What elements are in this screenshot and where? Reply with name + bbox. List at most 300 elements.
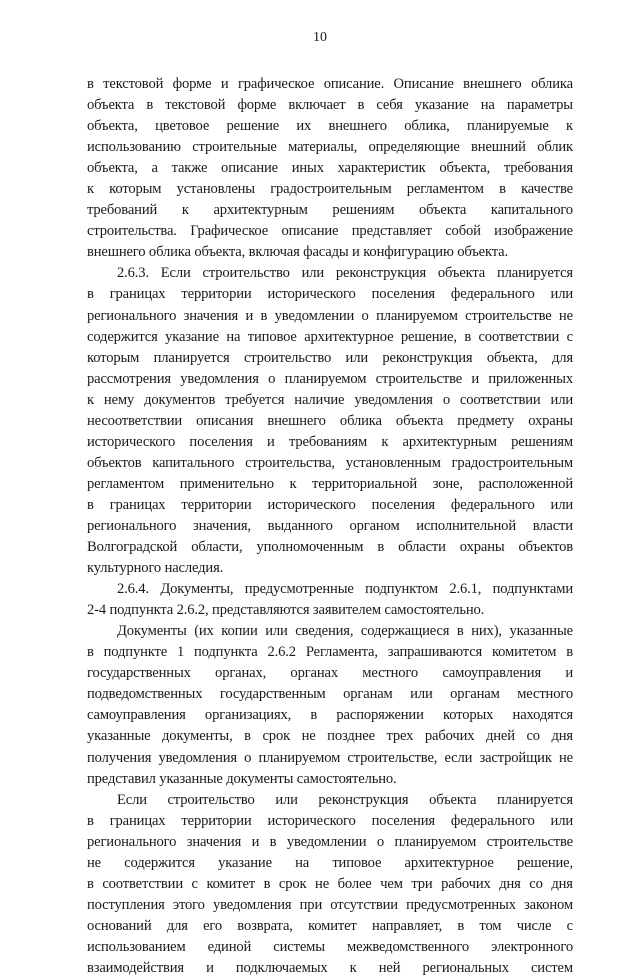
text-line <box>87 748 573 769</box>
word: подведомственных <box>87 686 203 703</box>
word: планируемом <box>258 749 341 766</box>
word: систем <box>530 959 573 976</box>
word: ней <box>378 959 401 976</box>
word: соответствии <box>459 391 541 408</box>
word: направляет, <box>371 917 443 934</box>
word: границах <box>109 496 166 513</box>
word: материалы, <box>288 139 358 156</box>
text-line <box>87 600 573 621</box>
word: указание <box>218 854 272 871</box>
word: определяющие <box>368 139 460 156</box>
word: объектов <box>518 539 573 556</box>
text-line <box>87 158 573 179</box>
word: органом <box>349 517 400 534</box>
word: для <box>551 349 573 366</box>
word: со <box>529 875 543 892</box>
word: требуется <box>225 391 285 408</box>
word: предусмотренные <box>244 581 354 598</box>
word: о <box>376 833 385 850</box>
word: графическое <box>237 76 315 92</box>
word: архитектурное <box>304 328 394 345</box>
word: территории <box>181 286 252 303</box>
word: в <box>87 812 94 829</box>
word: 2.6.3. <box>117 265 149 282</box>
word: с <box>566 917 573 934</box>
word: них), <box>471 623 502 640</box>
word: уведомления <box>354 391 433 408</box>
text-line <box>87 684 573 705</box>
text-line <box>87 558 573 579</box>
word: Описание <box>393 76 454 92</box>
word: подключаемых <box>235 959 328 976</box>
word: или <box>550 286 573 303</box>
word: документов <box>144 391 216 408</box>
word: планируется <box>496 791 573 808</box>
word: охраны <box>459 539 505 556</box>
word: планируемом <box>376 307 458 324</box>
word: требования <box>503 160 573 177</box>
word: Документы, <box>160 581 234 598</box>
word: Документы <box>117 623 187 640</box>
word: чем <box>380 875 403 892</box>
word: дня <box>551 728 573 745</box>
word: трех <box>386 728 414 745</box>
word: строительства. <box>87 223 177 240</box>
word: 2.6.2 <box>267 644 296 661</box>
word: в <box>87 644 94 661</box>
word: органах, <box>215 665 267 682</box>
word: планируемом <box>394 833 477 850</box>
word: подпункта <box>194 644 258 661</box>
word: и <box>565 665 573 682</box>
word: о <box>268 370 276 387</box>
word: текстовой <box>165 97 226 114</box>
word: цветовое <box>155 118 210 135</box>
word: электронного <box>491 938 573 955</box>
text-line <box>87 116 573 137</box>
word: и <box>471 370 480 387</box>
word: исторического <box>267 286 356 303</box>
text-line <box>87 95 573 116</box>
text-line <box>87 621 573 642</box>
word: описание <box>221 160 278 177</box>
word: более <box>337 875 372 892</box>
word: архитектурным <box>402 433 497 450</box>
word: расположенной <box>478 475 573 492</box>
text-line <box>87 306 573 327</box>
text-line <box>87 411 573 432</box>
word: застройщик <box>479 749 552 766</box>
word: если <box>444 749 473 766</box>
word: приложенных <box>488 370 573 387</box>
word: федерального <box>450 496 535 513</box>
word: предусмотренных <box>406 896 516 913</box>
word: в <box>499 181 506 198</box>
word: уведомления <box>158 749 237 766</box>
word: изображение <box>494 223 573 240</box>
word: себя <box>376 97 403 114</box>
word: находятся <box>512 707 573 724</box>
word: о <box>361 307 369 324</box>
word: наличие <box>294 391 345 408</box>
word: и <box>245 307 254 324</box>
word: государственным <box>219 686 326 703</box>
word: не <box>558 307 573 324</box>
word: о <box>442 391 450 408</box>
word: местного <box>517 686 573 703</box>
word: межведомственного <box>347 938 470 955</box>
word: требований <box>87 202 158 219</box>
word: которых <box>443 707 494 724</box>
word: в <box>457 917 465 934</box>
word: три <box>411 875 433 892</box>
text-line <box>87 705 573 726</box>
word: содержится <box>124 854 195 871</box>
word: рабочих <box>441 875 491 892</box>
word: внешнего <box>463 76 522 92</box>
word: дня <box>499 875 521 892</box>
word: решение, <box>516 854 573 871</box>
word: содержащиеся <box>360 623 450 640</box>
word: Графическое <box>190 223 269 240</box>
word: Регламента, <box>305 644 378 661</box>
word: указанные <box>87 728 151 745</box>
word: форме <box>172 76 212 92</box>
word: не <box>301 728 316 745</box>
word: предмету <box>457 412 515 429</box>
word: в <box>263 875 271 892</box>
word: позднее <box>327 728 375 745</box>
word: органам <box>343 686 393 703</box>
word: органам <box>450 686 500 703</box>
text-line <box>87 874 573 895</box>
word: в <box>377 539 385 556</box>
word: федерального <box>450 812 535 829</box>
word: не <box>558 749 573 766</box>
word: к <box>349 959 357 976</box>
word: указание <box>165 328 219 345</box>
word: типовое <box>247 328 297 345</box>
word: отсутствии <box>330 896 398 913</box>
word: объекта <box>395 412 444 429</box>
word: в <box>357 97 365 114</box>
text-line <box>87 453 573 474</box>
word: для <box>166 917 188 934</box>
word: поселения <box>371 812 435 829</box>
word: 1 <box>176 644 185 661</box>
text-line <box>87 642 573 663</box>
word: организациях, <box>204 707 292 724</box>
word: применительно <box>179 475 274 492</box>
word: параметры <box>506 97 573 114</box>
text-line <box>87 516 573 537</box>
word: градостроительным <box>270 181 392 198</box>
text-line <box>87 790 573 811</box>
word: строительстве <box>465 307 552 324</box>
word: также <box>171 160 208 177</box>
word: в <box>456 623 464 640</box>
word: самоуправления <box>87 707 186 724</box>
word: на <box>226 328 241 345</box>
word: объекта, <box>486 349 538 366</box>
word: которым <box>87 349 140 366</box>
word: подпунктами <box>492 581 573 598</box>
word: запрашиваются <box>387 644 483 661</box>
text-line <box>87 284 573 305</box>
word: том <box>479 917 502 934</box>
word: документы, <box>162 728 233 745</box>
word: к <box>566 118 573 135</box>
word: этого <box>172 896 205 913</box>
word: поселения <box>371 496 435 513</box>
word: в <box>146 97 154 114</box>
text-line-content: 2-4 подпункта 2.6.2, представляются заявителем самостоятельно. <box>87 602 485 619</box>
word: в <box>269 833 277 850</box>
word: или <box>345 349 368 366</box>
text-line <box>87 327 573 348</box>
word: строительство <box>167 791 255 808</box>
word: 2.6.4. <box>117 581 149 598</box>
word: регламентом <box>406 181 484 198</box>
word: системы <box>273 938 325 955</box>
text-line <box>87 74 573 95</box>
word: и <box>267 433 275 450</box>
word: регионального <box>87 307 177 324</box>
word: и <box>206 959 214 976</box>
word: возврата, <box>237 917 293 934</box>
word: типовое <box>332 854 382 871</box>
word: территории <box>181 496 252 513</box>
word: а <box>151 160 158 177</box>
word: с <box>191 875 198 892</box>
word: подпункте <box>103 644 168 661</box>
word: выданного <box>267 517 333 534</box>
word: собой <box>445 223 481 240</box>
text-line <box>87 200 573 221</box>
word: о <box>244 749 252 766</box>
word: внешнего <box>328 118 387 135</box>
word: регламентом <box>87 475 165 492</box>
word: несоответствии <box>87 412 183 429</box>
word: самоуправления <box>442 665 542 682</box>
word: характеристик <box>337 160 426 177</box>
word: местного <box>362 665 419 682</box>
word: или <box>275 791 298 808</box>
word: или <box>550 391 573 408</box>
word: Если <box>117 791 147 808</box>
text-line <box>87 474 573 495</box>
text-line <box>87 958 573 979</box>
text-line <box>87 432 573 453</box>
word: которым <box>109 181 162 198</box>
word: градостроительным <box>451 454 573 471</box>
word: территории <box>181 812 252 829</box>
word: уведомления <box>180 370 259 387</box>
word: или <box>301 265 325 282</box>
text-line <box>87 390 573 411</box>
word: решение, <box>400 328 457 345</box>
word: к <box>87 391 94 408</box>
word: уведомлении <box>286 833 367 850</box>
word: объекта, <box>87 160 138 177</box>
word: архитектурное <box>404 854 494 871</box>
word: федерального <box>450 286 535 303</box>
text-line <box>87 221 573 242</box>
word: облика <box>339 412 382 429</box>
word: области, <box>191 539 243 556</box>
word: поступления <box>87 896 165 913</box>
word: территориальной <box>312 475 418 492</box>
word: описание <box>281 223 339 240</box>
word: объекта, <box>87 118 138 135</box>
word: в <box>87 875 94 892</box>
word: текстовой <box>103 76 164 92</box>
text-line <box>87 137 573 158</box>
word: 2.6.1, <box>449 581 482 598</box>
text-line <box>87 937 573 958</box>
word: решениям <box>511 433 573 450</box>
word: требованиям <box>288 433 368 450</box>
word: внешний <box>471 139 526 156</box>
word: регионального <box>87 833 177 850</box>
word: в <box>464 328 472 345</box>
word: или <box>550 812 573 829</box>
word: внешнего <box>267 412 326 429</box>
word: строительстве, <box>347 749 438 766</box>
word: в <box>310 707 318 724</box>
word: Если <box>160 265 191 282</box>
word: иных <box>291 160 324 177</box>
word: планируется <box>153 349 230 366</box>
word: планируется <box>496 265 573 282</box>
word: установленным <box>345 454 441 471</box>
word: в <box>244 728 251 745</box>
word: в <box>87 286 94 303</box>
word: или <box>410 686 433 703</box>
word: сведения, <box>295 623 354 640</box>
text-line <box>87 369 573 390</box>
word: к <box>381 433 389 450</box>
word: срок <box>278 875 307 892</box>
word: исполнительной <box>416 517 516 534</box>
word: распоряжении <box>336 707 424 724</box>
word: комитет <box>206 875 256 892</box>
word: использованию <box>87 139 181 156</box>
word: строительстве <box>486 833 573 850</box>
word: планируемом <box>284 370 367 387</box>
word: комитет <box>308 917 357 934</box>
word: охраны <box>528 412 573 429</box>
word: решение <box>226 118 280 135</box>
word: форме <box>237 97 277 114</box>
text-line <box>87 853 573 874</box>
word: не <box>87 854 101 871</box>
word: нему <box>103 391 135 408</box>
word: на <box>295 854 310 871</box>
word: указание <box>414 97 469 114</box>
word: области <box>398 539 446 556</box>
word: строительства, <box>245 454 335 471</box>
text-line <box>87 179 573 200</box>
word: включает <box>288 97 346 114</box>
word: (их <box>194 623 214 640</box>
text-line <box>87 916 573 937</box>
text-line <box>87 348 573 369</box>
word: взаимодействия <box>87 959 184 976</box>
word: дней <box>485 728 515 745</box>
word: рабочих <box>424 728 475 745</box>
word: соответствии <box>102 875 183 892</box>
word: указанные <box>509 623 573 640</box>
word: объекта <box>429 791 477 808</box>
word: границах <box>109 812 166 829</box>
word: значения, <box>193 517 251 534</box>
word: со <box>526 728 540 745</box>
text-line <box>87 663 573 684</box>
text-line <box>87 832 573 853</box>
word: в <box>87 496 94 513</box>
word: границах <box>109 286 166 303</box>
word: дня <box>551 875 573 892</box>
text-line <box>87 895 573 916</box>
text-line <box>87 579 573 600</box>
word: органах <box>290 665 339 682</box>
word: оснований <box>87 917 152 934</box>
word: строительные <box>192 139 277 156</box>
word: Волгоградской <box>87 539 178 556</box>
word: его <box>203 917 223 934</box>
text-line-content: внешнего облика объекта, включая фасады и конфигурацию объекта. <box>87 244 508 261</box>
word: и <box>220 76 229 92</box>
word: облика <box>531 76 573 92</box>
word: использованием <box>87 938 186 955</box>
word: значения <box>186 833 242 850</box>
text-line <box>87 263 573 284</box>
word: исторического <box>267 496 356 513</box>
word: с <box>566 328 573 345</box>
word: описание. <box>323 76 385 92</box>
word: качестве <box>521 181 573 198</box>
word: власти <box>532 517 573 534</box>
word: единой <box>207 938 252 955</box>
word: поселения <box>189 433 253 450</box>
word: описания <box>196 412 254 429</box>
word: реконструкция <box>318 791 409 808</box>
word: срок <box>262 728 291 745</box>
word: регионального <box>87 517 177 534</box>
word: уполномоченным <box>256 539 364 556</box>
word: уведомления <box>212 896 292 913</box>
word: уведомлении <box>274 307 355 324</box>
word: капитального <box>490 202 573 219</box>
word: строительство <box>243 349 332 366</box>
word: или <box>265 623 288 640</box>
word: исторического <box>267 812 356 829</box>
word: представляет <box>351 223 432 240</box>
word: поселения <box>371 286 435 303</box>
word: значения <box>183 307 239 324</box>
word: содержится <box>87 328 158 345</box>
word: комитетом <box>491 644 557 661</box>
word: подпунктом <box>365 581 438 598</box>
word: в <box>260 307 268 324</box>
word: законом <box>524 896 573 913</box>
word: не <box>315 875 330 892</box>
word: к <box>87 181 94 198</box>
text-line <box>87 769 573 790</box>
text-line-content: представил указанные документы самостоятельно. <box>87 770 397 787</box>
word: объекта <box>87 97 135 114</box>
